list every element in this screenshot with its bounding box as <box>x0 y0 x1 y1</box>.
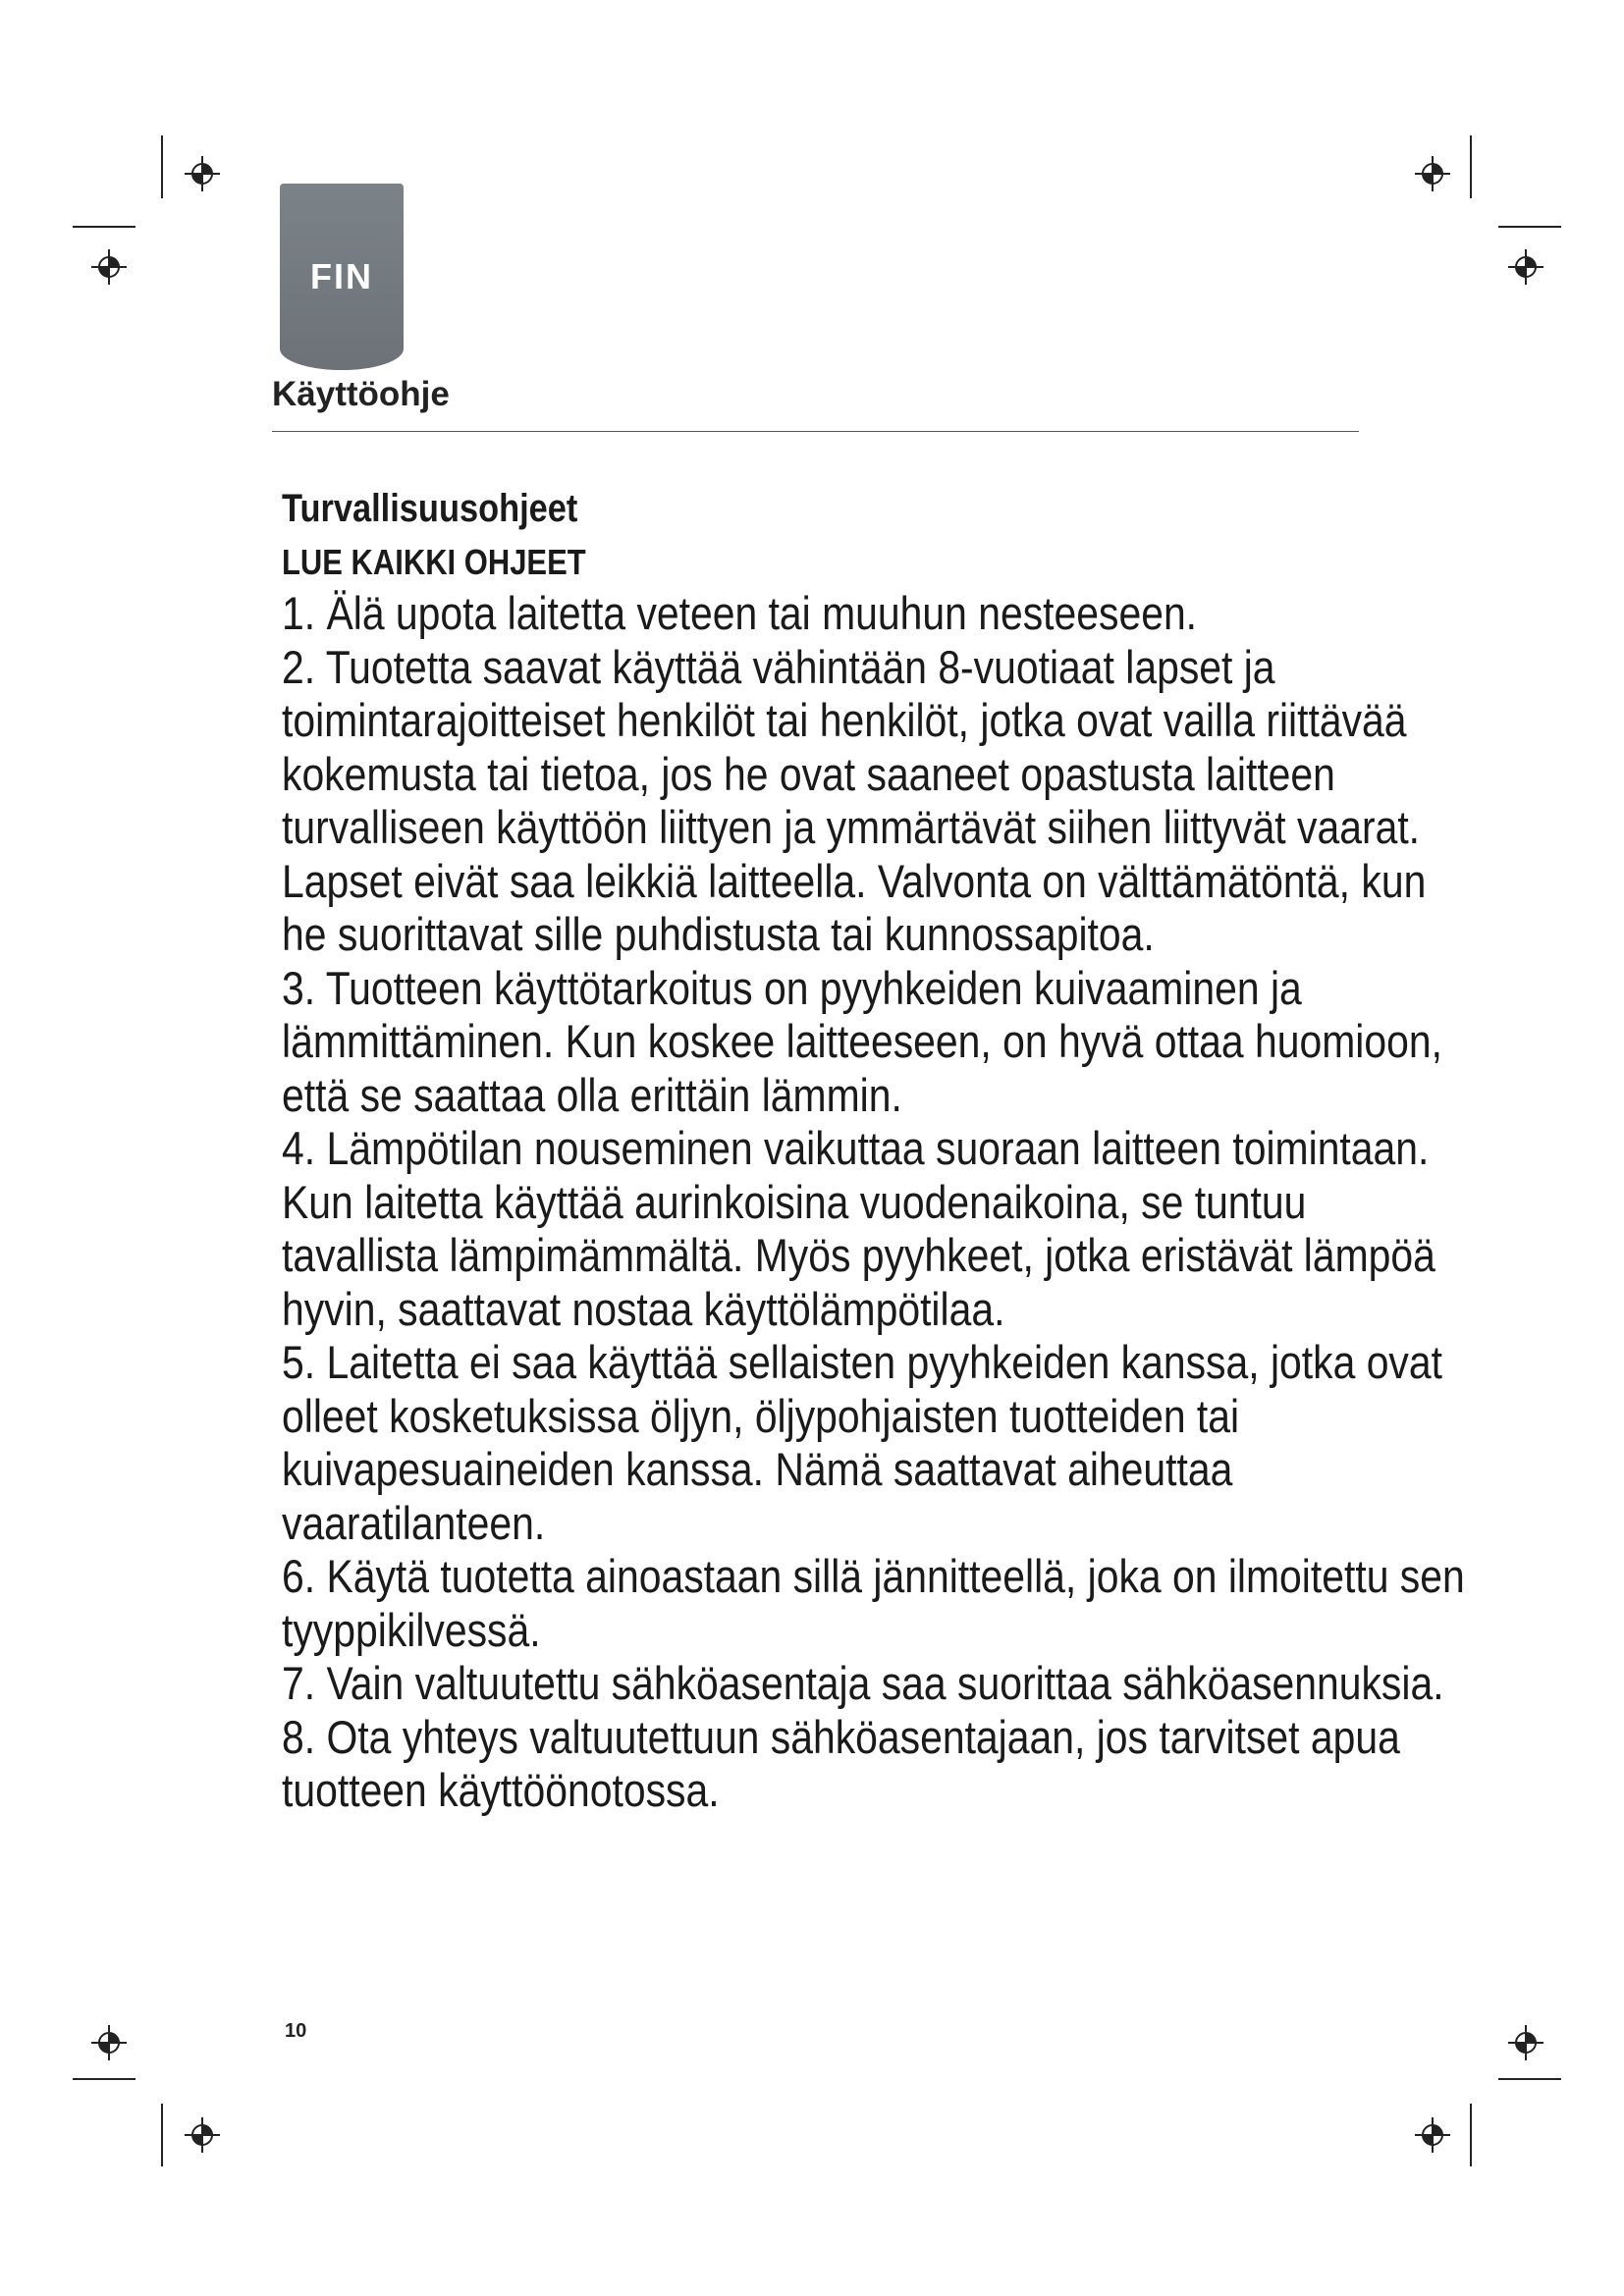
registration-mark-icon <box>1413 154 1452 193</box>
list-item: 4. Lämpötilan nouseminen vaikuttaa suoraan laitteen toimintaan. Kun laitetta käyttää aurinkoisina vuodenaikoina, se tuntuu tavallista lämpimämmältä. Myös pyyhkeet, jotka eristävät lämpöä hyvin, saattavat nostaa käyttölämpötilaa. <box>282 1122 1435 1335</box>
crop-mark-top-left-horizontal <box>73 226 135 228</box>
crop-mark-bottom-right-horizontal <box>1498 2078 1561 2080</box>
registration-mark-icon <box>89 2023 129 2062</box>
list-item: 6. Käytä tuotetta ainoastaan sillä jännitteellä, joka on ilmoitettu sen tyyppikilvessä. <box>282 1550 1465 1656</box>
list-item: 7. Vain valtuutettu sähköasentaja saa suorittaa sähköasennuksia. <box>282 1657 1444 1709</box>
page-number: 10 <box>285 2020 307 2042</box>
crop-mark-bottom-left-vertical <box>161 2104 163 2166</box>
list-item: 5. Laitetta ei saa käyttää sellaisten pyyhkeiden kanssa, jotka ovat olleet kosketuksissa öljyn, öljypohjaisten tuotteiden tai kuivapesuaineiden kanssa. Nämä saattavat aiheuttaa vaaratilanteen. <box>282 1336 1442 1549</box>
list-item: 3. Tuotteen käyttötarkoitus on pyyhkeiden kuivaaminen ja lämmittäminen. Kun koskee laitteeseen, on hyvä ottaa huomioon, että se saattaa olla erittäin lämmin. <box>282 961 1442 1121</box>
registration-mark-icon <box>1506 2023 1545 2062</box>
language-code: FIN <box>310 256 373 296</box>
section-title: Turvallisuusohjeet <box>282 487 578 530</box>
registration-mark-icon <box>89 247 129 287</box>
crop-mark-top-right-horizontal <box>1498 226 1561 228</box>
registration-mark-icon <box>1506 247 1545 287</box>
language-tab <box>280 184 404 370</box>
crop-mark-bottom-right-vertical <box>1470 2104 1472 2166</box>
list-item: 1. Älä upota laitetta veteen tai muuhun nesteeseen. <box>282 587 1198 639</box>
document-title: Käyttöohje <box>272 375 450 413</box>
safety-instructions-list <box>282 587 1489 1818</box>
registration-mark-icon <box>183 154 222 193</box>
registration-mark-icon <box>1413 2115 1452 2155</box>
crop-mark-top-right-vertical <box>1470 135 1472 198</box>
list-item: 8. Ota yhteys valtuutettuun sähköasentajaan, jos tarvitset apua tuotteen käyttöönotossa. <box>282 1710 1400 1816</box>
section-subtitle: LUE KAIKKI OHJEET <box>282 542 586 582</box>
header-divider <box>272 431 1359 432</box>
crop-mark-bottom-left-horizontal <box>73 2078 135 2080</box>
registration-mark-icon <box>183 2115 222 2155</box>
list-item: 2. Tuotetta saavat käyttää vähintään 8-vuotiaat lapset ja toimintarajoitteiset henkilöt tai henkilöt, jotka ovat vailla riittävää kokemusta tai tietoa, jos he ovat saaneet opastusta laitteen turvalliseen käyttöön liittyen ja ymmärtävät siihen liittyvät vaarat. Lapset eivät saa leikkiä laitteella. Valvonta on välttämätöntä, kun he suorittavat sille puhdistusta tai kunnossapitoa. <box>282 640 1427 960</box>
safety-section <box>282 479 1489 1818</box>
crop-mark-top-left-vertical <box>161 135 163 198</box>
